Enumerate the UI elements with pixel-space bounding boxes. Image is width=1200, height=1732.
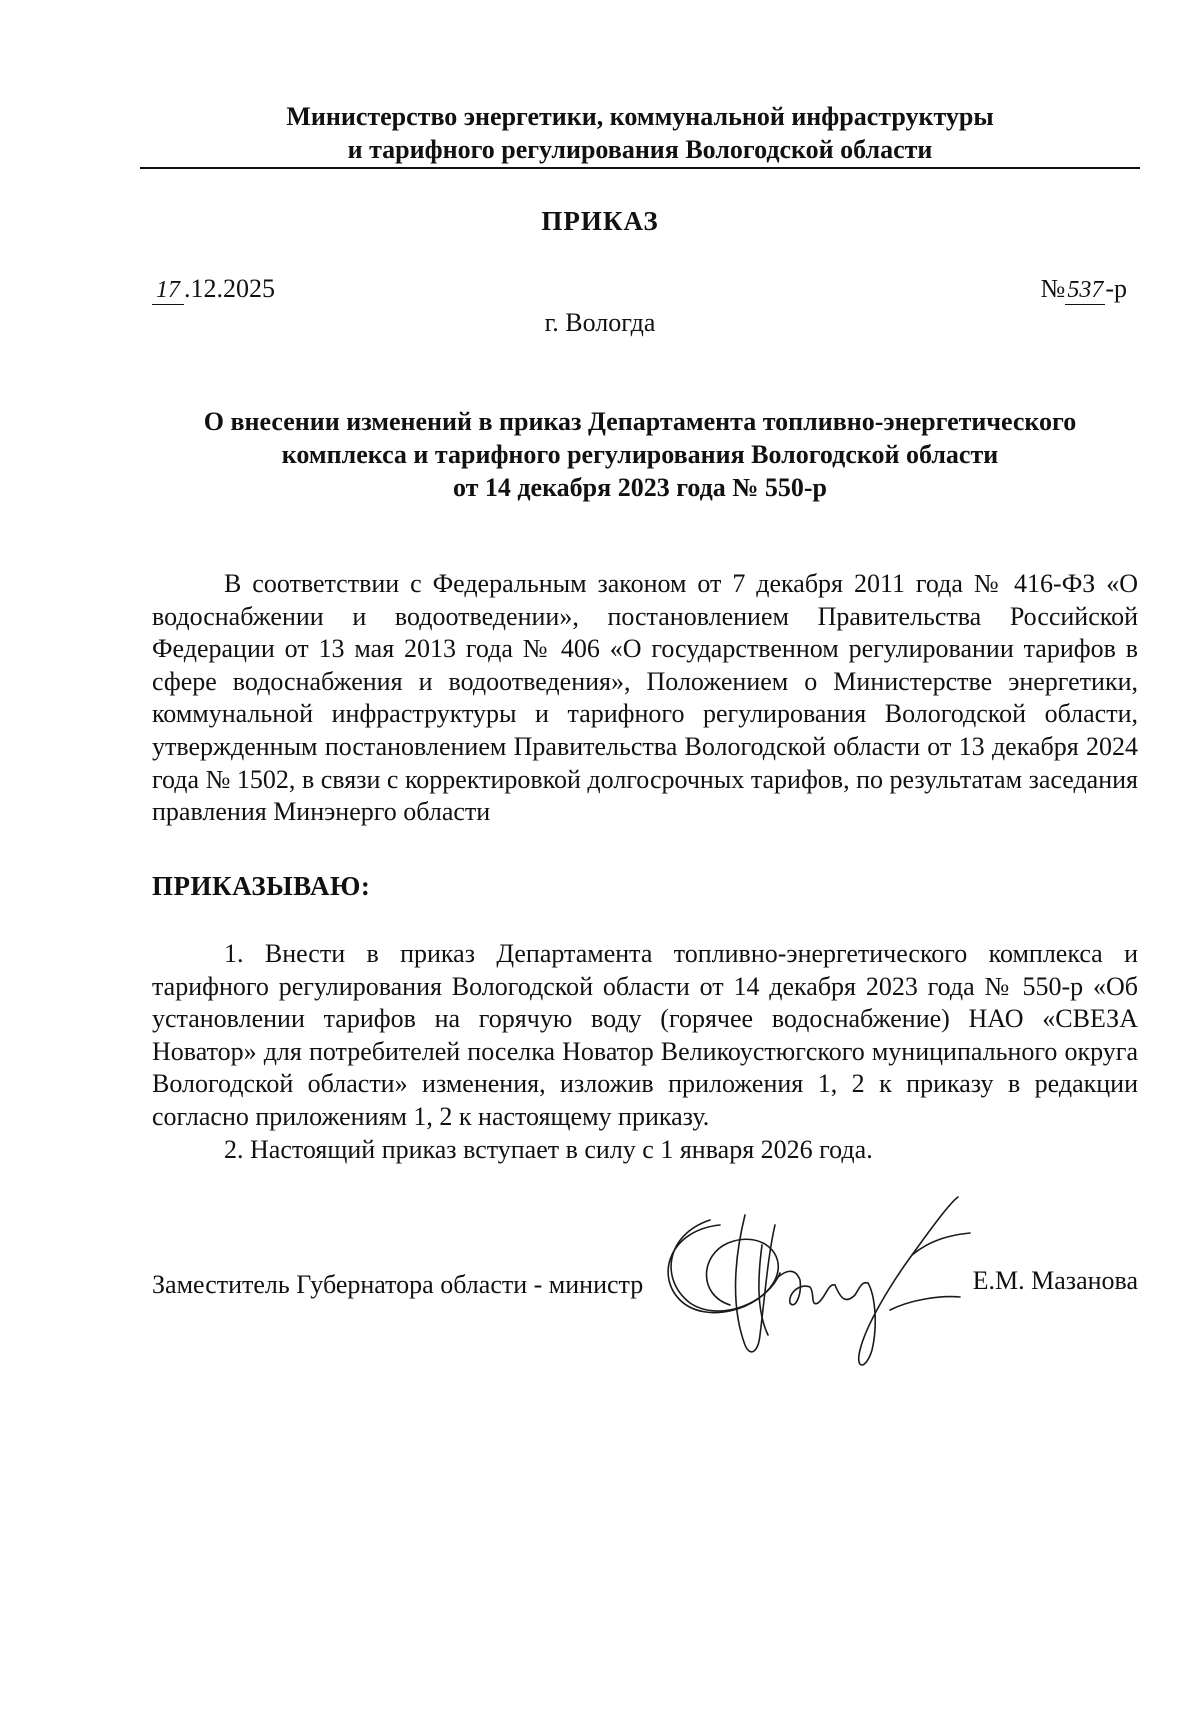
document-subject [140,405,1140,504]
document-city: г. Вологда [544,308,656,337]
order-word: ПРИКАЗЫВАЮ: [152,871,371,901]
number-suffix: -р [1105,274,1127,303]
preamble-paragraph: В соответствии с Федеральным законом от 7 декабря 2011 года № 416-ФЗ «О водоснабжении и водоотведении», постановлением Правительства Российской Федерации от 13 мая 2013 года № 406 «О государственном регулировании тарифов в сфере водоснабжения и водоотведения», Положением о Министерстве энергетики, коммунальной инфраструктуры и тарифного регулирования Вологодской области, утвержденным постановлением Правительства Вологодской области от 13 декабря 2024 года № 1502, в связи с корректировкой долгосрочных тарифов, по результатам заседания правления Минэнерго области [152,569,1138,827]
handwritten-signature-icon [650,1185,1020,1395]
order-item-1: 1. Внести в приказ Департамента топливно-энергетического комплекса и тарифного регулирования Вологодской области от 14 декабря 2023 года № 550-р «Об установлении тарифов на горячую воду (горячее водоснабжение) НАО «СВЕЗА Новатор» для потребителей поселка Новатор Великоустюгского муниципального округа Вологодской области» изменения, изложив приложения 1, 2 к приказу в редакции согласно приложениям 1, 2 к настоящему приказу. [152,939,1138,1131]
order-item-2: 2. Настоящий приказ вступает в силу с 1 января 2026 года. [224,1135,873,1164]
document-number [1041,274,1127,305]
document-type: ПРИКАЗ [541,206,659,236]
number-prefix: № [1040,274,1066,303]
subject-line-1: О внесении изменений в приказ Департамента топливно-энергетического [203,407,1077,436]
number-handwritten: 537 [1067,277,1104,303]
header-divider [140,167,1140,169]
date-day-handwritten: 17 [152,277,184,305]
document-date [152,274,275,305]
subject-line-3: от 14 декабря 2023 года № 550-р [452,473,828,502]
ministry-line-1: Министерство энергетики, коммунальной инфраструктуры [286,102,994,131]
subject-line-2: комплекса и тарифного регулирования Вологодской области [281,440,999,469]
date-rest: .12.2025 [184,274,275,303]
ministry-header [140,100,1140,166]
ministry-line-2: и тарифного регулирования Вологодской области [347,135,933,164]
signer-position: Заместитель Губернатора области - министр [152,1270,644,1299]
signer-name: Е.М. Мазанова [972,1266,1138,1295]
